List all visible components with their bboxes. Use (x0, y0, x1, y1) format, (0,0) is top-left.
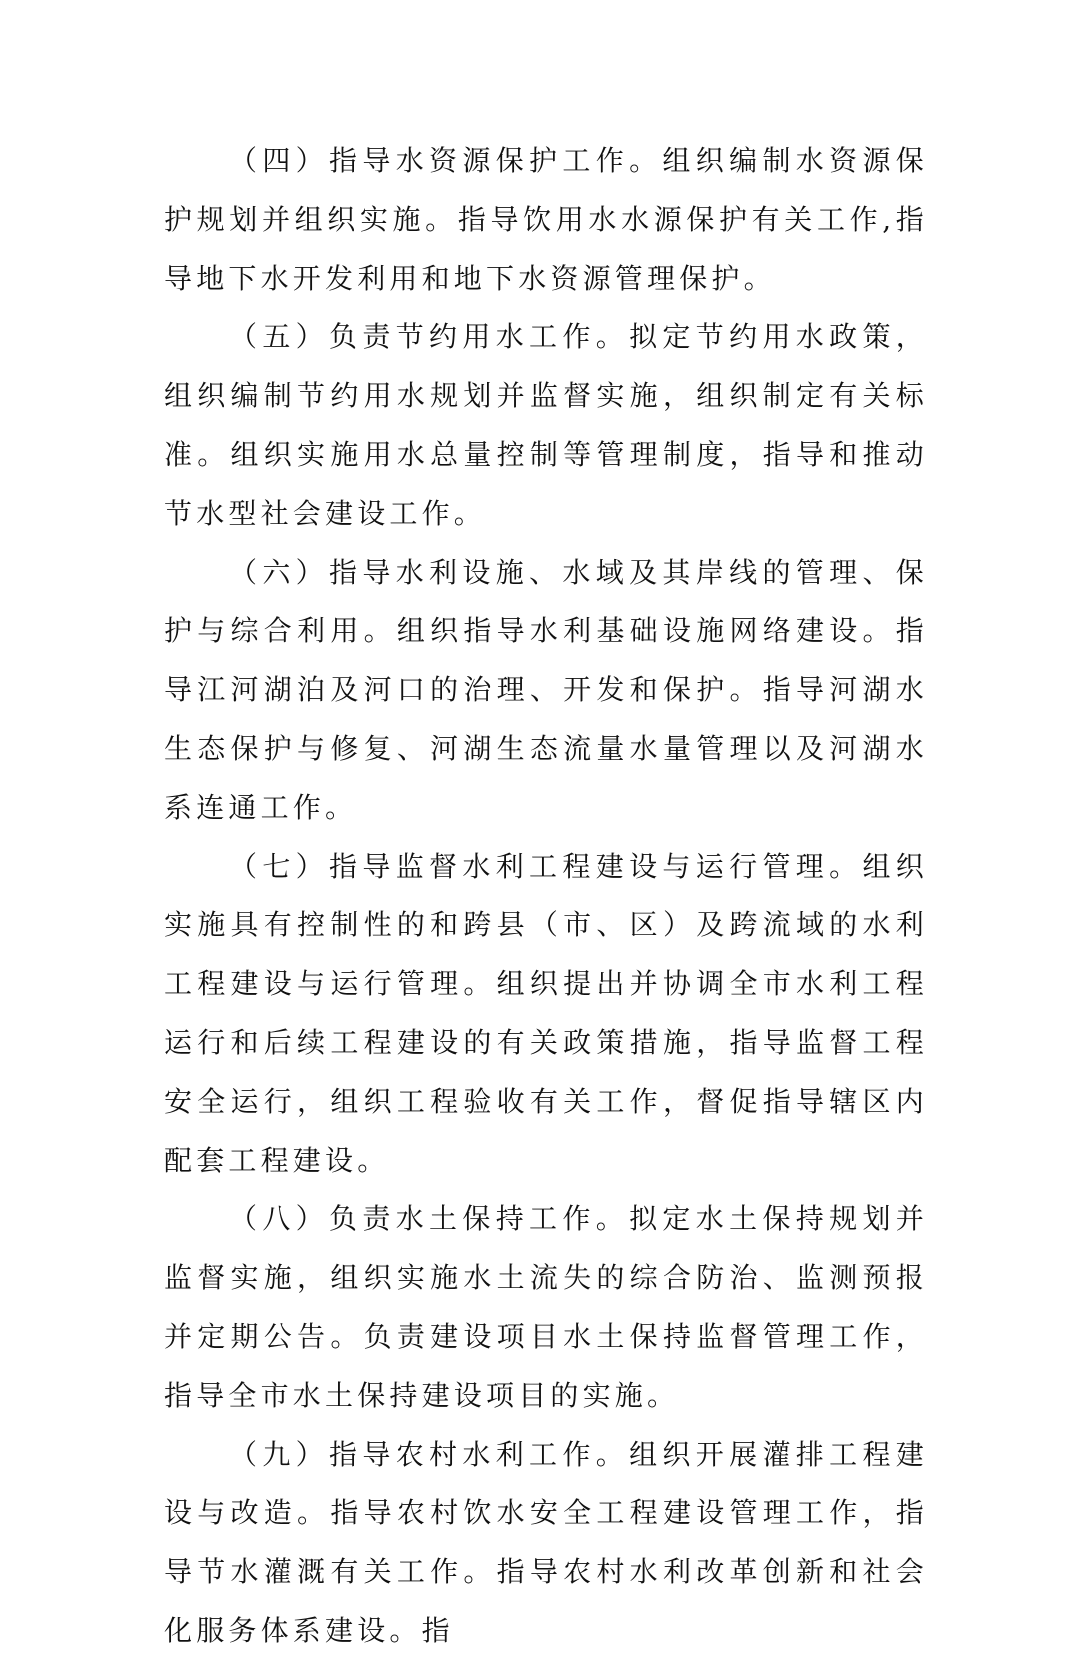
paragraph-9-rural-water-conservancy: （九）指导农村水利工作。组织开展灌排工程建设与改造。指导农村饮水安全工程建设管理工作，指导节水灌溉有关工作。指导农村水利改革创新和社会化服务体系建设。指 (164, 1437, 928, 1647)
paragraph-8-soil-water-conservation: （八）负责水土保持工作。拟定水土保持规划并监督实施，组织实施水土流失的综合防治、监测预报并定期公告。负责建设项目水土保持监督管理工作，指导全市水土保持建设项目的实施。 (164, 1202, 928, 1412)
paragraph-5-water-conservation: （五）负责节约用水工作。拟定节约用水政策，组织编制节约用水规划并监督实施，组织制定有关标准。组织实施用水总量控制等管理制度，指导和推动节水型社会建设工作。 (164, 320, 928, 530)
paragraph-7-water-project-construction: （七）指导监督水利工程建设与运行管理。组织实施具有控制性的和跨县（市、区）及跨流域的水利工程建设与运行管理。组织提出并协调全市水利工程运行和后续工程建设的有关政策措施，指导监督工程安全运行，组织工程验收有关工作，督促指导辖区内配套工程建设。 (164, 849, 928, 1177)
paragraph-4-water-resource-protection: （四）指导水资源保护工作。组织编制水资源保护规划并组织实施。指导饮用水水源保护有关工作,指导地下水开发利用和地下水资源管理保护。 (164, 144, 928, 295)
document-body (164, 132, 928, 1661)
paragraph-6-water-facilities-management: （六）指导水利设施、水域及其岸线的管理、保护与综合利用。组织指导水利基础设施网络建设。指导江河湖泊及河口的治理、开发和保护。指导河湖水生态保护与修复、河湖生态流量水量管理以及河湖水系连通工作。 (164, 555, 928, 824)
